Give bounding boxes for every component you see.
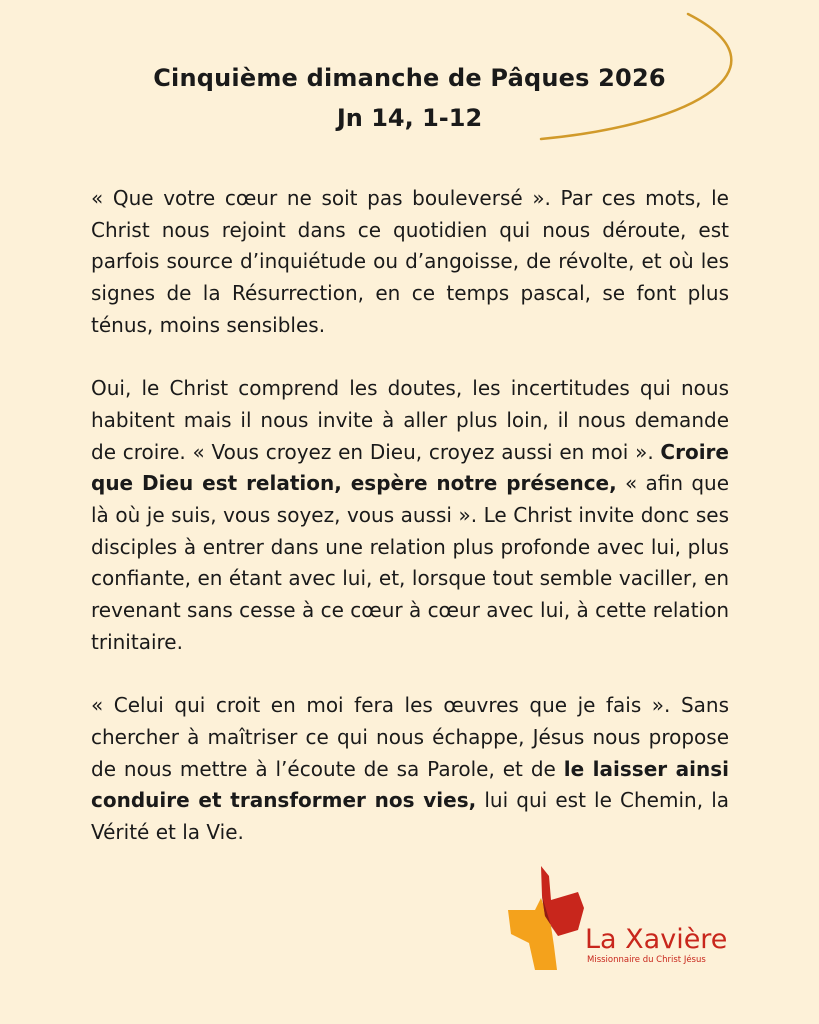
- page-title: Cinquième dimanche de Pâques 2026: [153, 64, 666, 92]
- paragraph-text: « Que votre cœur ne soit pas bouleversé ». Par ces mots, le Christ nous rejoint dans ce quotidien qui nous déroute, est parfois source d’inquiétude ou d’angoisse, de révolte, et où les signes de la Résurrection, en ce temps pascal, se font plus ténus, moins sensibles.: [91, 186, 729, 337]
- paragraph-text: « afin que là où je suis, vous soyez, vous aussi ». Le Christ invite donc ses disciples à entrer dans une relation plus profonde avec lui, plus confiante, en étant avec lui, et, lorsque tout semble vaciller, en revenant sans cesse à ce cœur à cœur avec lui, à cette relation trinitaire.: [91, 471, 730, 654]
- paragraph-text: lui qui est le Chemin, la Vérité et la Vie.: [91, 788, 730, 845]
- logo-tagline: Missionnaire du Christ Jésus: [587, 955, 706, 965]
- scripture-reference: Jn 14, 1-12: [336, 104, 483, 132]
- cross-logo-icon: [505, 866, 585, 976]
- paragraph: [91, 183, 729, 342]
- emphasis-text: le laisser ainsi conduire et transformer nos vies,: [91, 756, 729, 813]
- paragraph-text: « Celui qui croit en moi fera les œuvres que je fais ». Sans chercher à maîtriser ce qui nous échappe, Jésus nous propose de nous mettre à l’écoute de sa Parole, et de: [91, 693, 729, 781]
- paragraph-text: Oui, le Christ comprend les doutes, les incertitudes qui nous habitent mais il nous invite à aller plus loin, il nous demande de croire. « Vous croyez en Dieu, croyez aussi en moi ».: [91, 376, 729, 464]
- reflection-text: [91, 183, 729, 880]
- logo-name: La Xavière: [585, 924, 728, 955]
- paragraph: [91, 690, 729, 849]
- header: [0, 60, 819, 136]
- emphasis-text: Croire que Dieu est relation, espère notre présence,: [91, 439, 729, 496]
- paragraph: [91, 373, 729, 658]
- la-xaviere-logo: [505, 866, 735, 976]
